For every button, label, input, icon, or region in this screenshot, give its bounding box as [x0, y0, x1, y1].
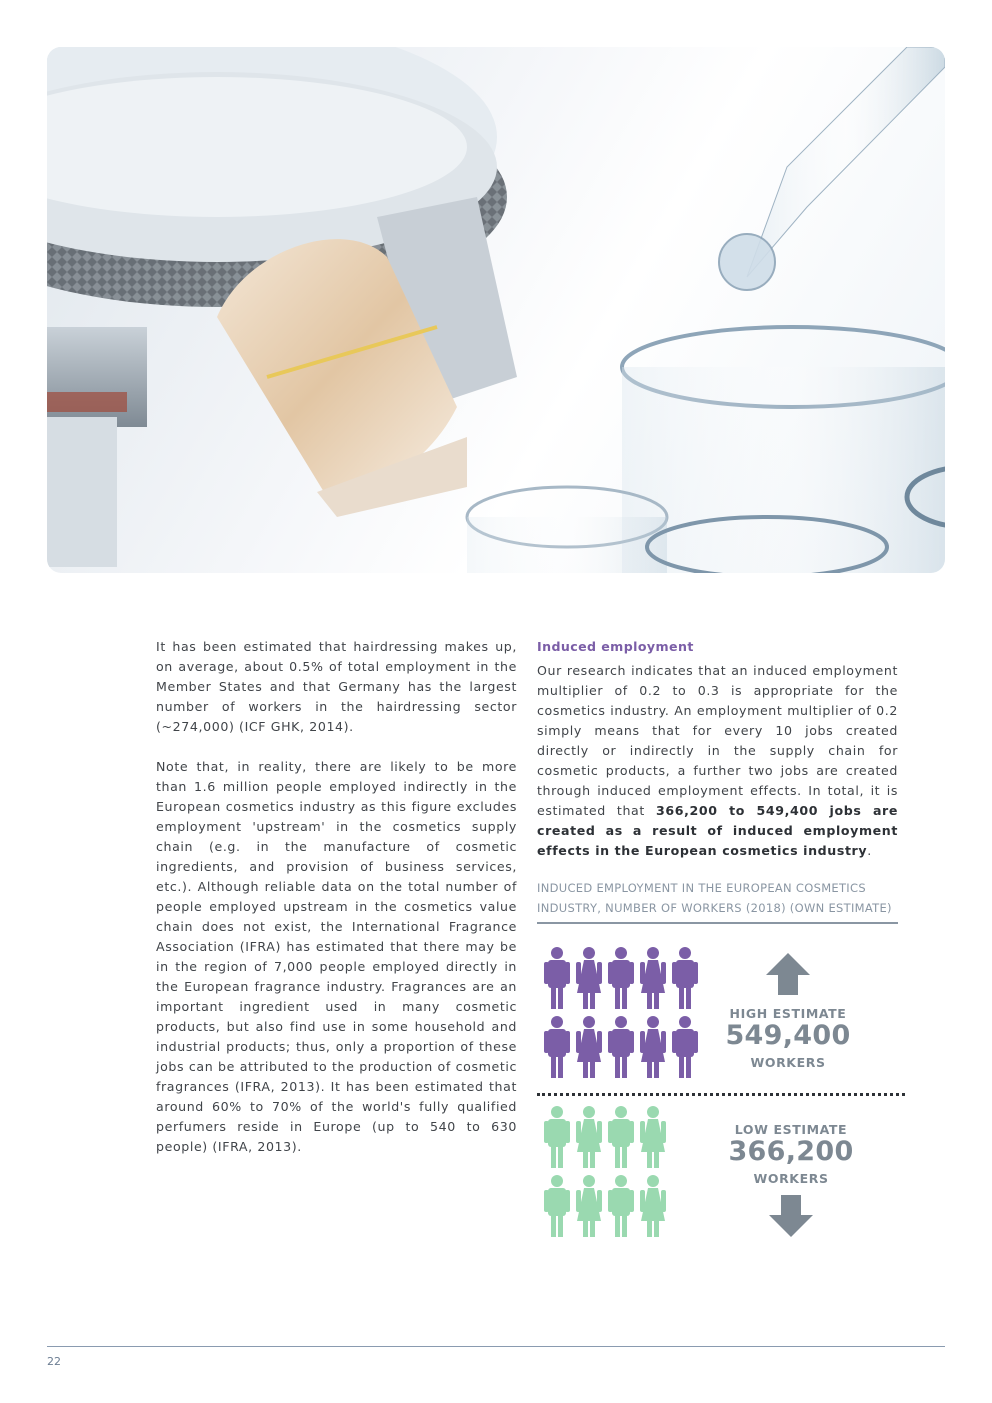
high-estimate-person-icon [608, 947, 634, 1009]
arrow-down-icon [769, 1195, 813, 1237]
high-estimate-person-icon [576, 947, 602, 1009]
page-number: 22 [47, 1355, 61, 1368]
induced-employment-paragraph [537, 661, 898, 861]
figure-title: INDUCED EMPLOYMENT IN THE EUROPEAN COSMETICS INDUSTRY, NUMBER OF WORKERS (2018) (OWN ESTIMATE) [537, 878, 898, 924]
high-estimate-label: HIGH ESTIMATE [729, 1006, 847, 1021]
right-column [537, 637, 898, 861]
paragraph-text: Our research indicates that an induced employment multiplier of 0.2 to 0.3 is appropriate for the cosmetics industry. An employment multiplier of 0.2 simply means that for every 10 jobs created directly or indirectly in the supply chain for cosmetic products, a further two jobs are created through induced employment effects. In total, it is estimated that [537, 663, 898, 818]
low-estimate-person-icon [544, 1106, 570, 1168]
paragraph-end: . [867, 843, 872, 858]
low-estimate-person-icon [576, 1106, 602, 1168]
arrow-up-icon [766, 953, 810, 995]
paragraph-hairdressing: It has been estimated that hairdressing makes up, on average, about 0.5% of total employment in the Member States and that Germany has the largest number of workers in the hairdressing sector (~274,000) (ICF GHK, 2014). [156, 639, 517, 734]
low-estimate-unit: WORKERS [753, 1171, 829, 1186]
high-estimate-person-icon [672, 947, 698, 1009]
low-estimate-person-icon [640, 1106, 666, 1168]
low-estimate-label: LOW ESTIMATE [734, 1122, 848, 1137]
low-estimate-value: 366,200 [728, 1136, 854, 1167]
divider-dotted [537, 1093, 905, 1096]
laboratory-illustration [47, 47, 945, 573]
high-estimate-person-icon [544, 947, 570, 1009]
high-estimate-person-icon [640, 1016, 666, 1078]
high-estimate-person-icon [608, 1016, 634, 1078]
footer-rule [47, 1346, 945, 1347]
high-estimate-person-icon [672, 1016, 698, 1078]
paragraph-indirect-employment: Note that, in reality, there are likely to be more than 1.6 million people employed indirectly in the European cosmetics industry as this figure excludes employment 'upstream' in the cosmetics supply chain (e.g. in the manufacture of cosmetic ingredients, and provision of business services, etc.). Although reliable data on the total number of people employed upstream in the cosmetics value chain does not exist, the International Fragrance Association (IFRA) has estimated that there may be in the region of 7,000 people employed directly in the European fragrance industry. Fragrances are an important ingredient used in many cosmetic products, but also find use in some household and industrial products; thus, only a proportion of these jobs can be attributed to the production of cosmetic fragrances (IFRA, 2013). It has been estimated that around 60% to 70% of the world's fully qualified perfumers reside in Europe (up to 540 to 630 people) (IFRA, 2013). [156, 759, 517, 1154]
low-estimate-person-icon [608, 1175, 634, 1237]
highlight-text: 366,200 to 549,400 jobs are created as a result of induced employment effects in the European cosmetics industry [537, 803, 898, 858]
high-estimate-person-icon [544, 1016, 570, 1078]
high-estimate-person-icon [576, 1016, 602, 1078]
low-estimate-person-icon [576, 1175, 602, 1237]
high-estimate-value: 549,400 [725, 1020, 851, 1051]
low-estimate-person-icon [640, 1175, 666, 1237]
hero-image [47, 47, 945, 573]
high-estimate-unit: WORKERS [750, 1055, 826, 1070]
section-heading: Induced employment [537, 639, 694, 654]
low-estimate-person-icon [544, 1175, 570, 1237]
left-column [156, 637, 517, 1177]
high-estimate-person-icon [640, 947, 666, 1009]
low-estimate-person-icon [608, 1106, 634, 1168]
